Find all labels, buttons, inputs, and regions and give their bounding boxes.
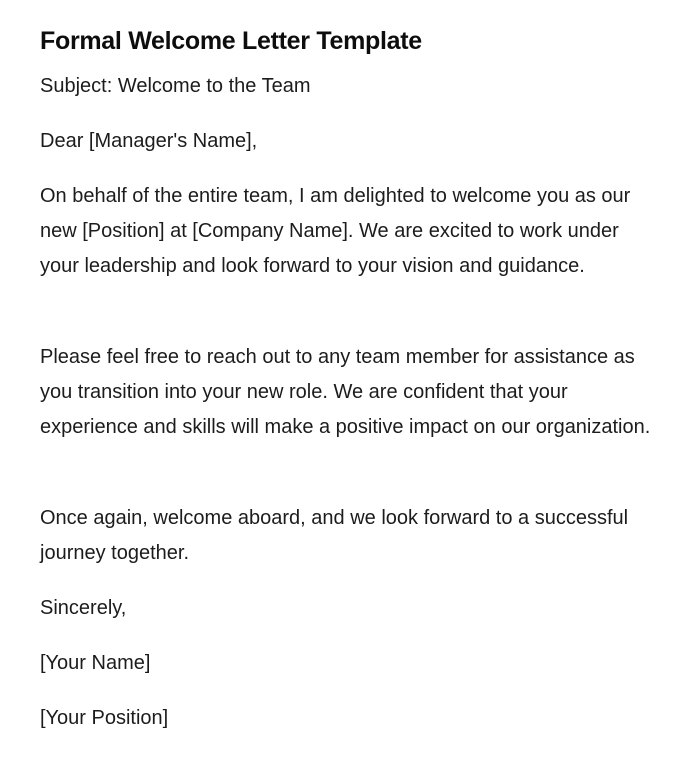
letter-closing: Sincerely, <box>40 597 127 619</box>
letter-paragraph-welcome: On behalf of the entire team, I am delighted to welcome you as our new [Position] at [Company Name]. We are excited to work under your leadership and look forward to your vision and guidance. <box>40 185 631 277</box>
letter-subject: Subject: Welcome to the Team <box>40 75 311 97</box>
letter-greeting: Dear [Manager's Name], <box>40 130 258 152</box>
page-title: Formal Welcome Letter Template <box>40 27 422 55</box>
signature-name: [Your Name] <box>40 652 151 674</box>
letter-paragraph-assistance: Please feel free to reach out to any team member for assistance as you transition into your new role. We are confident that your experience and skills will make a positive impact on our organization. <box>40 346 651 438</box>
letter-paragraph-closing-remarks: Once again, welcome aboard, and we look forward to a successful journey together. <box>40 507 629 564</box>
signature-position: [Your Position] <box>40 707 169 729</box>
